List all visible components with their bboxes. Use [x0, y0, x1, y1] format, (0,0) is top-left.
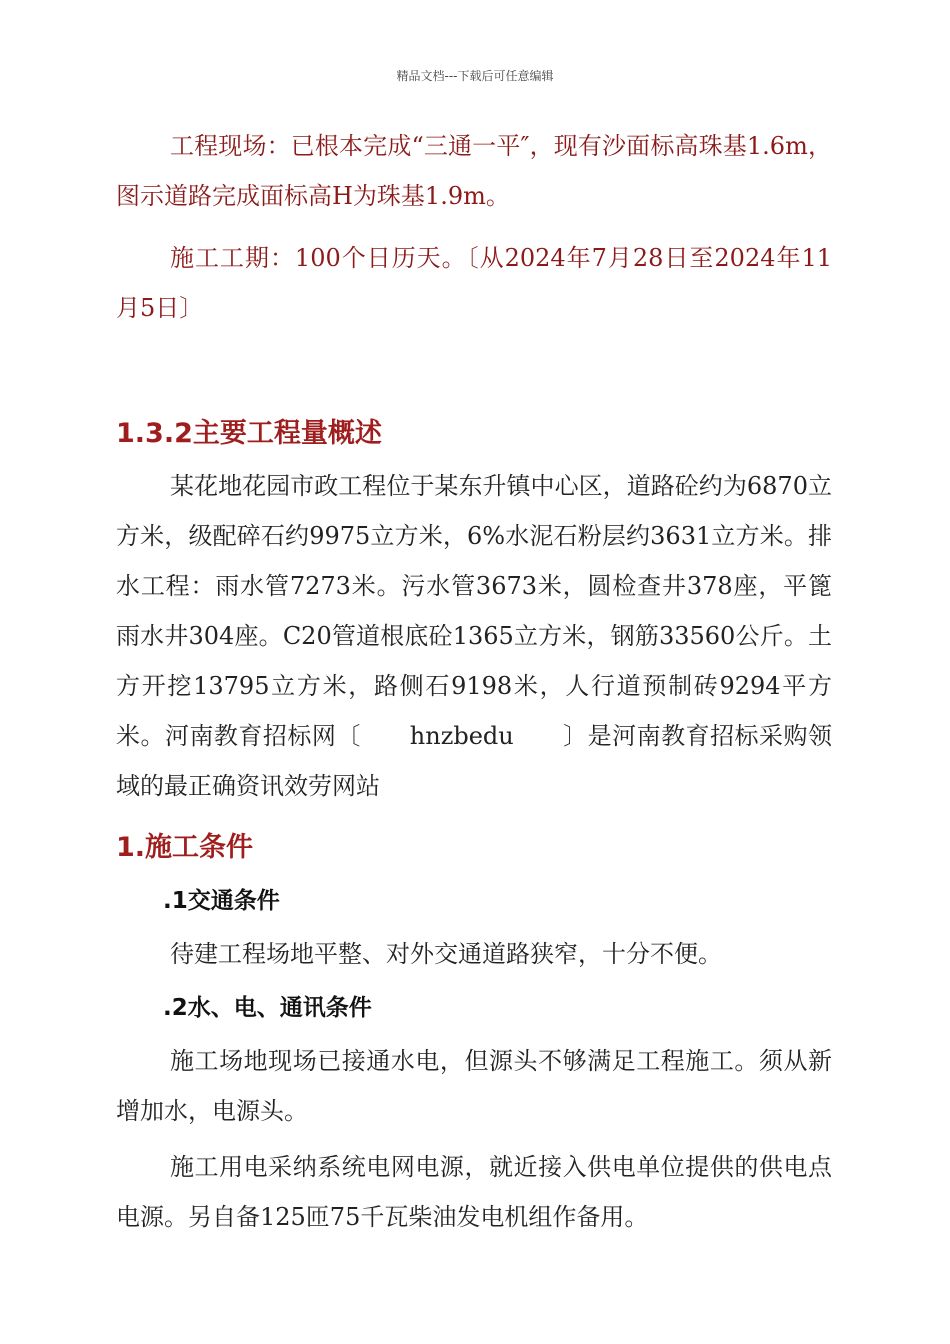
utilities-paragraph-1: 施工场地现场已接通水电，但源头不够满足工程施工。须从新增加水，电源头。	[116, 1047, 832, 1125]
site-condition-paragraph: 工程现场：已根本完成“三通一平″，现有沙面标高珠基1.6m，图示道路完成面标高H为珠基1.9m。	[116, 132, 832, 210]
subheading-utilities: .2水、电、通讯条件	[163, 995, 372, 1021]
schedule-paragraph: 施工工期：100个日历天。〔从2024年7月28日至2024年11月5日〕	[116, 244, 832, 322]
section-heading-conditions: 1.施工条件	[116, 832, 254, 863]
utilities-paragraph-2: 施工用电采纳系统电网电源，就近接入供电单位提供的供电点电源。另自备125匝75千瓦柴油发电机组作备用。	[116, 1153, 832, 1231]
section-heading-quantities: 1.3.2主要工程量概述	[116, 418, 382, 449]
subheading-traffic: .1交通条件	[163, 888, 280, 914]
page-header: 精品文档---下载后可任意编辑	[396, 69, 554, 83]
quantities-paragraph: 某花地花园市政工程位于某东升镇中心区，道路砼约为6870立方米，级配碎石约9975立方米，6%水泥石粉层约3631立方米。排水工程：雨水管7273米。污水管3673米，圆检查井378座，平篦雨水井304座。C20管道根底砼1365立方米，钢筋33560公斤。土方开挖13795立方米，路侧石9198米，人行道预制砖9294平方米。河南教育招标网〔 hnzbedu 〕是河南教育招标采购领域的最正确资讯效劳网站	[116, 472, 832, 800]
traffic-paragraph: 待建工程场地平整、对外交通道路狭窄，十分不便。	[170, 940, 722, 968]
